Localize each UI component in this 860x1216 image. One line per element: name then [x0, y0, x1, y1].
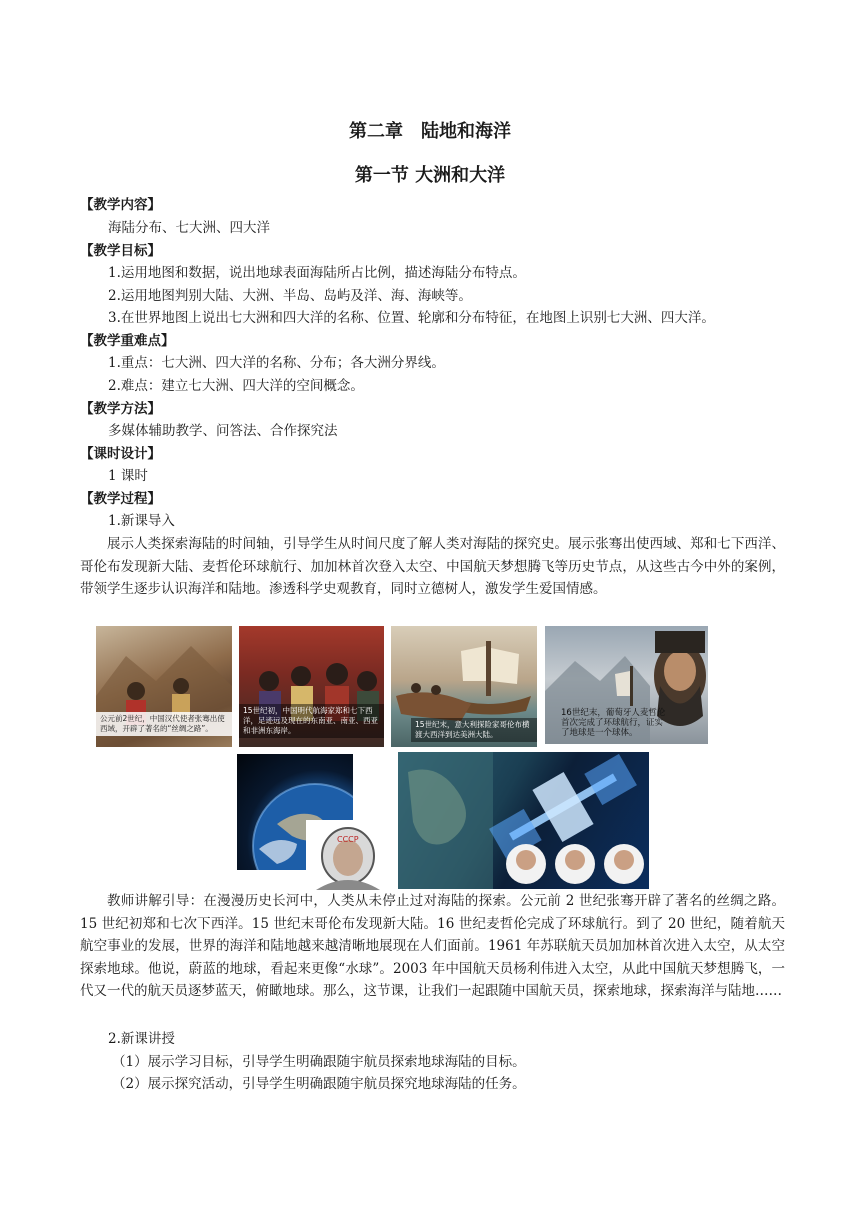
- content-heading: 【教学内容】: [80, 197, 161, 213]
- gagarin-image: [306, 820, 390, 890]
- key-points-heading: 【教学重难点】: [80, 333, 175, 349]
- sub-step-item: （2）展示探究活动，引导学生明确跟随宇航员探究地球海陆的任务。: [112, 1076, 526, 1092]
- chapter-title: 第二章 陆地和海洋: [349, 121, 511, 142]
- image-caption: 15世纪末，意大利探险家哥伦布横渡大西洋到达美洲大陆。: [411, 718, 537, 742]
- teacher-paragraph: 教师讲解引导：在漫漫历史长河中，人类从未停止过对海陆的探索。公元前 2 世纪张骞开辟了著名的丝绸之路。15 世纪初郑和七次下西洋。15 世纪末哥伦布发现新大陆。16 世纪麦哲伦完成了环球航行。到了 20 世纪，随着航天航空事业的发展，世界的海洋和陆地越来越清晰地展现在人们面前。1961 年苏联航天员加加林首次进入太空，从太空探索地球。他说，蔚蓝的地球，看起来更像“水球”。2003 年中国航天员杨利伟进入太空，从此中国航天梦想腾飞，一代又一代的航天员逐梦蓝天，俯瞰地球。那么，这节课，让我们一起跟随中国航天员，探索地球，探索海洋与陆地……: [80, 893, 785, 999]
- process-heading: 【教学过程】: [80, 491, 161, 507]
- intro-paragraph: 展示人类探索海陆的时间轴，引导学生从时间尺度了解人类对海陆的探究史。展示张骞出使西域、郑和七下西洋、哥伦布发现新大陆、麦哲伦环球航行、加加林首次登入太空、中国航天梦想腾飞等历史节点，从这些古今中外的案例，带领学生逐步认识海洋和陆地。渗透科学史观教育，同时立德树人，激发学生爱国情感。: [80, 536, 785, 597]
- period-heading: 【课时设计】: [80, 446, 161, 462]
- gagarin-illustration: [306, 820, 390, 890]
- sub-step-item: （1）展示学习目标，引导学生明确跟随宇航员探索地球海陆的目标。: [112, 1054, 526, 1070]
- image-caption: 公元前2世纪，中国汉代使者张骞出使西域，开辟了著名的“丝绸之路”。: [96, 712, 232, 736]
- method-text: 多媒体辅助教学、问答法、合作探究法: [108, 423, 338, 439]
- key-point-item: 1.重点：七大洲、四大洋的名称、分布；各大洲分界线。: [108, 355, 445, 371]
- key-point-item: 2.难点：建立七大洲、四大洋的空间概念。: [108, 378, 364, 394]
- content-text: 海陆分布、七大洲、四大洋: [108, 220, 270, 236]
- zhang-qian-image: [96, 626, 232, 747]
- image-caption: 16世纪末，葡萄牙人麦哲伦首次完成了环球航行，证实了地球是一个球体。: [561, 708, 666, 738]
- helmet-marking: CCCP: [337, 835, 359, 844]
- goal-item: 3.在世界地图上说出七大洲和四大洋的名称、位置、轮廓和分布特征，在地图上识别七大洲、四大洋。: [108, 310, 715, 326]
- columbus-image: [391, 626, 537, 747]
- step-heading: 2.新课讲授: [108, 1031, 175, 1047]
- goal-item: 1.运用地图和数据，说出地球表面海陆所占比例，描述海陆分布特点。: [108, 265, 526, 281]
- image-caption: 15世纪初，中国明代航海家郑和七下西洋，足迹远及现在的东南亚、南亚、西亚和非洲东海岸。: [239, 704, 384, 738]
- space-station-illustration: [398, 752, 649, 889]
- method-heading: 【教学方法】: [80, 401, 161, 417]
- period-text: 1 课时: [108, 468, 148, 484]
- goals-heading: 【教学目标】: [80, 243, 161, 259]
- goal-item: 2.运用地图判别大陆、大洲、半岛、岛屿及洋、海、海峡等。: [108, 288, 472, 304]
- zheng-he-image: [239, 626, 384, 747]
- section-title: 第一节 大洲和大洋: [354, 165, 506, 186]
- step-heading: 1.新课导入: [108, 513, 175, 529]
- space-station-image: [398, 752, 649, 889]
- magellan-image: [545, 626, 708, 744]
